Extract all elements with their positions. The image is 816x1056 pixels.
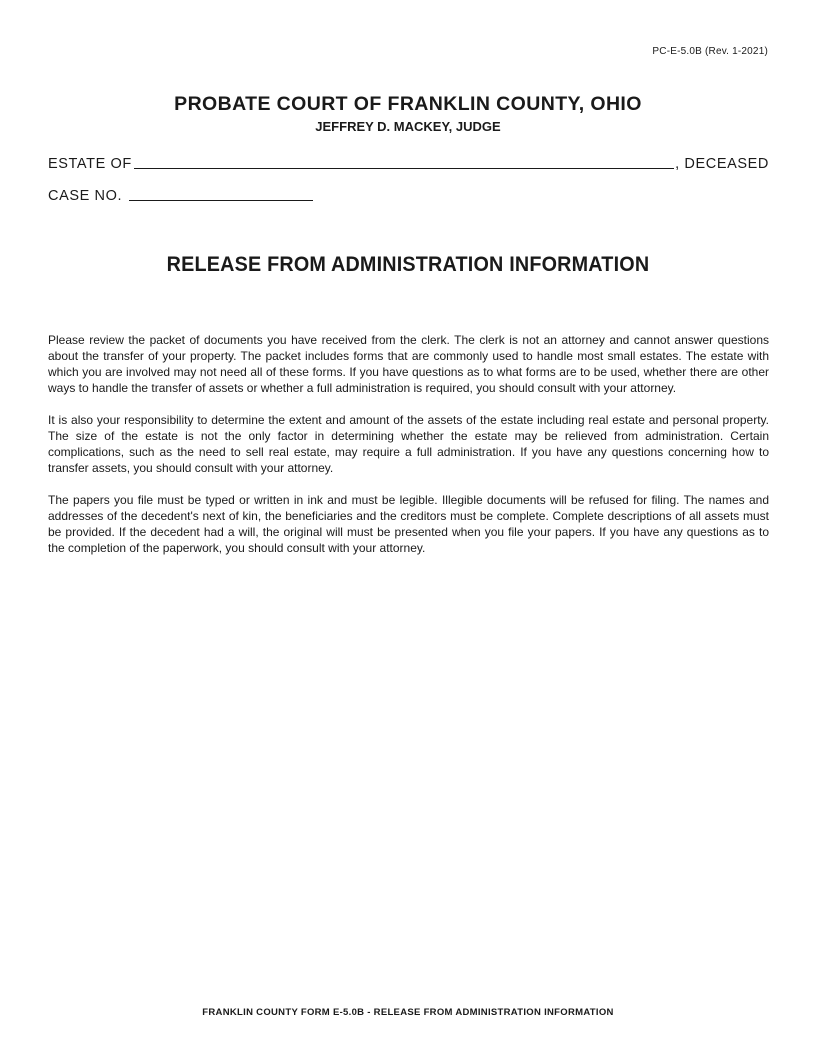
case-number-field[interactable] — [129, 186, 313, 201]
court-title: PROBATE COURT OF FRANKLIN COUNTY, OHIO — [174, 93, 642, 115]
paragraph-responsibility: It is also your responsibility to determine the extent and amount of the assets of the estate including real estate and personal property. The size of the estate is not the only factor in determining whether the estate may be relieved from administration. Certain complications, such as the need to sell real estate, may require a full administration. If you have any questions concerning how to transfer assets, you should consult with your attorney. — [48, 413, 769, 475]
estate-of-label: ESTATE OF — [48, 156, 132, 172]
case-number-label: CASE NO. — [48, 188, 123, 204]
paragraph-filing-requirements: The papers you file must be typed or written in ink and must be legible. Illegible documents will be refused for filing. The names and addresses of the decedent's next of kin, the beneficiaries and the creditors must be complete. Complete descriptions of all assets must be provided. If the decedent had a will, the original will must be presented when you file your papers. If you have any questions as to the completion of the paperwork, you should consult with your attorney. — [48, 493, 769, 555]
document-body — [48, 332, 769, 572]
estate-name-field[interactable] — [134, 154, 674, 169]
deceased-label: , DECEASED — [675, 156, 769, 172]
judge-name: JEFFREY D. MACKEY, JUDGE — [315, 119, 501, 134]
footer-form-title: FRANKLIN COUNTY FORM E-5.0B - RELEASE FROM ADMINISTRATION INFORMATION — [202, 1007, 614, 1018]
form-number: PC-E-5.0B (Rev. 1-2021) — [652, 46, 768, 57]
paragraph-review-packet: Please review the packet of documents you have received from the clerk. The clerk is not an attorney and cannot answer questions about the transfer of your property. The packet includes forms that are commonly used to handle most small estates. The estate with which you are involved may not need all of these forms. If you have questions as to what forms are to be used, whether there are other ways to handle the transfer of assets or whether a full administration is required, you should consult with your attorney. — [48, 333, 769, 395]
estate-of-row — [48, 154, 769, 172]
document-title: RELEASE FROM ADMINISTRATION INFORMATION — [166, 252, 650, 276]
case-number-row — [48, 186, 313, 204]
